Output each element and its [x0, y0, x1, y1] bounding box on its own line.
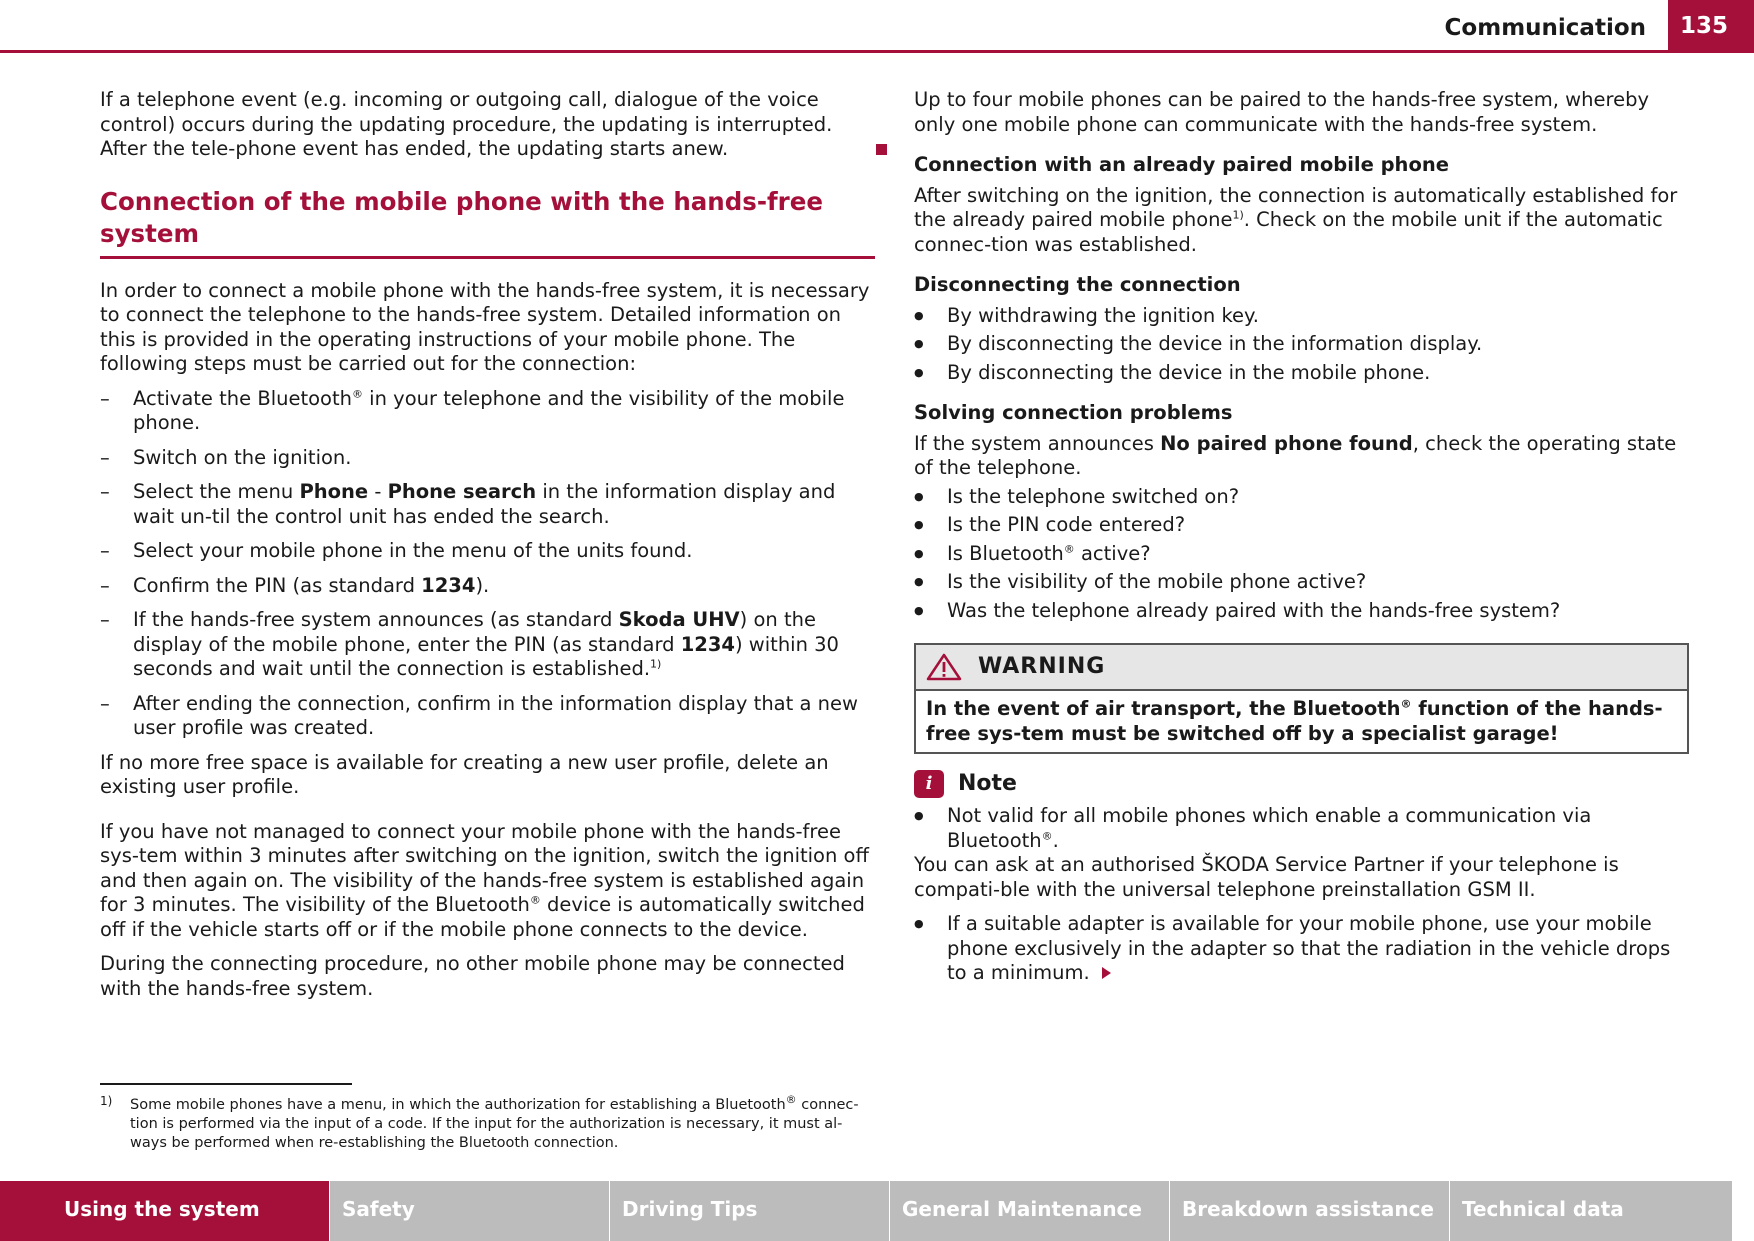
warning-header [916, 645, 1687, 691]
footer-nav [0, 1181, 1754, 1241]
no-space-paragraph: If no more free space is available for creating a new user profile, delete an existing user profile. [100, 750, 829, 798]
retry-paragraph: If you have not managed to connect your mobile phone with the hands-free sys-tem within 3 minutes after switching on the ignition, switch the ignition off and then again on. The visibility of the hands-free system is established again for 3 minutes. The visibility of the Bluetooth® device is automatically switched off if the vehicle starts off or if the mobile phone connects to the device. [100, 819, 869, 941]
list-item: ● By withdrawing the ignition key. [914, 304, 1689, 329]
list-item: – Confirm the PIN (as standard 1234). [100, 574, 875, 599]
checklist [914, 485, 1689, 624]
warning-triangle-icon [926, 653, 962, 681]
subheading-disconnecting: Disconnecting the connection [914, 273, 1241, 296]
left-column [100, 88, 875, 1001]
warning-title: WARNING [978, 653, 1106, 679]
intro-paragraph: If a telephone event (e.g. incoming or outgoing call, dialogue of the voice control) occurs during the updating procedure, the updating is interrupted. After the tele-phone event has ended, the updating starts anew. [100, 88, 833, 160]
list-item: – After ending the connection, confirm in the information display that a new user profile was created. [100, 692, 875, 741]
list-item: – Select your mobile phone in the menu of the units found. [100, 539, 875, 564]
list-item: ● Was the telephone already paired with the hands-free system? [914, 599, 1689, 624]
tab-general-maintenance[interactable]: General Maintenance [890, 1181, 1169, 1241]
note-header [914, 770, 1689, 798]
note-item: ● If a suitable adapter is available for your mobile phone, use your mobile phone exclusively in the adapter so that the radiation in the vehicle drops to a minimum. [914, 912, 1671, 984]
list-item: ● By disconnecting the device in the mobile phone. [914, 361, 1689, 386]
list-item: ● By disconnecting the device in the information display. [914, 332, 1689, 357]
arrow-right-icon [1102, 967, 1111, 979]
list-item: ● Is the PIN code entered? [914, 513, 1689, 538]
section-end-marker-icon [876, 144, 887, 155]
note-item: ● Not valid for all mobile phones which enable a communication via Bluetooth®. You can ask at an authorised ŠKODA Service Partner if your telephone is compati-ble with the universal telephone preinstallation GSM II. [914, 804, 1619, 901]
info-icon: i [914, 770, 944, 798]
connecting-procedure-paragraph: During the connecting procedure, no other mobile phone may be connected with the hands-free system. [100, 952, 845, 1000]
note-title: Note [958, 770, 1017, 796]
footnote-mark: 1) [100, 1094, 113, 1108]
list-item: – If the hands-free system announces (as standard Skoda UHV) on the display of the mobile phone, enter the PIN (as standard 1234) within 30 seconds and wait until the connection is established.$^{1)}$ [100, 608, 875, 682]
section-title: Connection of the mobile phone with the hands-free system [100, 186, 875, 259]
footnote: 1) Some mobile phones have a menu, in which the authorization for establishing a Bluetooth® connec-tion is performed via the input of a code. If the input for the authorization is necessary, it must al-ways be performed when re-establishing the Bluetooth connection. [100, 1093, 859, 1151]
subheading-solving-problems: Solving connection problems [914, 401, 1233, 424]
list-item: – Switch on the ignition. [100, 446, 875, 471]
warning-text: In the event of air transport, the Bluetooth® function of the hands-free sys-tem must be switched off by a specialist garage! [926, 697, 1663, 745]
tab-breakdown-assistance[interactable]: Breakdown assistance [1170, 1181, 1449, 1241]
list-item: ● Is the visibility of the mobile phone active? [914, 570, 1689, 595]
warning-box [914, 643, 1689, 754]
footnote-reference: 1) [650, 657, 662, 671]
footnote-reference: 1) [1232, 208, 1244, 222]
connection-intro-paragraph: In order to connect a mobile phone with the hands-free system, it is necessary to connect the telephone to the hands-free system. Detailed information on this is provided in the operating instructions of your mobile phone. The following steps must be carried out for the connection: [100, 278, 870, 375]
subheading-paired-connection: Connection with an already paired mobile phone [914, 153, 1449, 176]
tab-safety[interactable]: Safety [330, 1181, 609, 1241]
connection-steps-list [100, 387, 875, 741]
pairing-paragraph: Up to four mobile phones can be paired to the hands-free system, whereby only one mobile phone can communicate with the hands-free system. [914, 88, 1649, 136]
intro-block [100, 88, 875, 162]
header-rule [0, 50, 1754, 53]
menu-phone: Phone [299, 480, 369, 503]
page-header-title: Communication [1444, 15, 1646, 41]
list-item: ● Is the telephone switched on? [914, 485, 1689, 510]
solving-problems-paragraph: If the system announces No paired phone found, check the operating state of the telephone. [914, 431, 1677, 479]
right-column [914, 88, 1689, 986]
menu-phone-search: Phone search [387, 480, 537, 503]
tab-driving-tips[interactable]: Driving Tips [610, 1181, 889, 1241]
paired-connection-paragraph: After switching on the ignition, the connection is automatically established for the already paired mobile phone$^{1)}$. Check on the mobile unit if the automatic connec-tion was established. [914, 183, 1678, 256]
tab-using-the-system[interactable]: Using the system [0, 1181, 329, 1241]
list-item: ● Is Bluetooth® active? [914, 542, 1689, 567]
tab-technical-data[interactable]: Technical data [1450, 1181, 1732, 1241]
footnote-rule [100, 1083, 352, 1085]
list-item: – Activate the Bluetooth® in your telephone and the visibility of the mobile phone. [100, 387, 875, 436]
page-number: 135 [1668, 0, 1754, 52]
disconnect-list [914, 304, 1689, 386]
list-item: – Select the menu Phone - Phone search in the information display and wait un-til the control unit has ended the search. [100, 480, 875, 529]
